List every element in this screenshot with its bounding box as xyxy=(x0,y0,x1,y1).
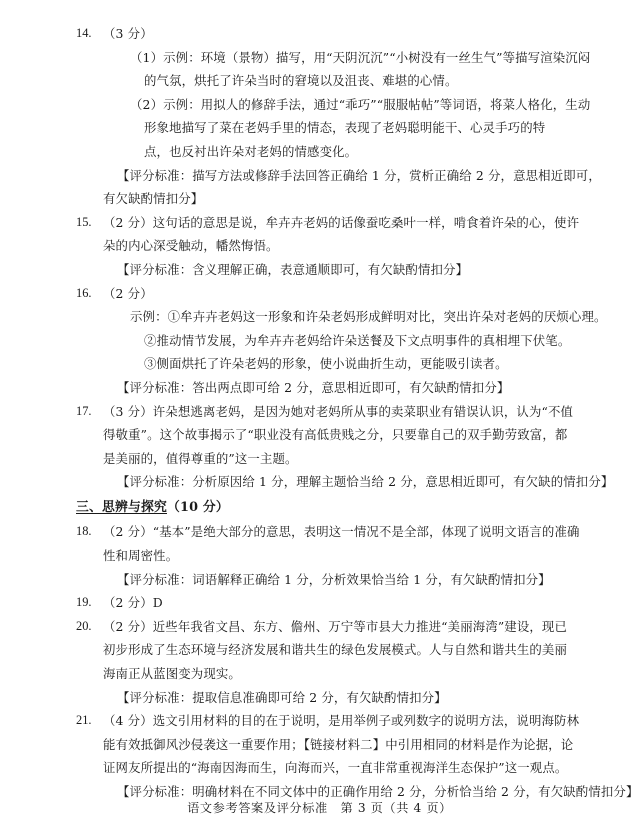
question-line: 海南正从蓝图变为现实。 xyxy=(103,666,241,682)
question-first-line: （2 分）近些年我省文昌、东方、儋州、万宁等市县大力推进“美丽海湾”建设，现已 xyxy=(103,618,568,634)
question-sub-item xyxy=(103,93,591,117)
question-group-reading xyxy=(76,22,614,494)
question-number: 18. xyxy=(76,524,92,539)
question-first-line: （3 分）许朵想逃离老妈，是因为她对老妈所从事的卖菜职业有错误认识，认为“不值 xyxy=(103,403,574,419)
question-block xyxy=(76,400,614,494)
question-number: 19. xyxy=(76,595,92,610)
question-line: 【评分标准：明确材料在不同文体中的正确作用给 2 分，分析恰当给 2 分，有欠缺酌情扣分】 xyxy=(117,784,639,799)
question-line: 点，也反衬出许朵对老妈的情感变化。 xyxy=(144,143,358,159)
section-heading-title: 三、思辨与探究 xyxy=(76,499,167,515)
question-block xyxy=(76,211,580,282)
page-footer: 语文参考答案及评分标准 第 3 页（共 4 页） xyxy=(187,801,452,815)
question-line: ②推动情节发展，为牟卉卉老妈给许朵送餐及下文点明事件的真相埋下伏笔。 xyxy=(144,332,571,348)
sub-item-label: （1）示例： xyxy=(130,49,201,65)
question-first-line: （2 分）这句话的意思是说，牟卉卉老妈的话像蚕吃桑叶一样，啃食着许朵的心，使许 xyxy=(103,214,580,230)
question-line: 【评分标准：含义理解正确，表意通顺即可，有欠缺酌情扣分】 xyxy=(117,261,469,277)
question-line: 有欠缺酌情扣分】 xyxy=(103,191,204,207)
question-first-line: （4 分）选文引用材料的目的在于说明，是用举例子或列数字的说明方法，说明海防林 xyxy=(103,713,580,729)
question-number: 21. xyxy=(76,713,92,728)
sub-item-text: 用拟人的修辞手法，通过“乖巧”“服服帖帖”等词语，将菜人格化，生动 xyxy=(200,96,591,112)
question-first-line: （2 分）D xyxy=(103,595,163,611)
question-first-line: （2 分）“基本”是绝大部分的意思，表明这一情况不是全部，体现了说明文语言的准确 xyxy=(103,524,580,540)
question-first-line: （3 分） xyxy=(103,26,153,41)
question-line: 示例：①牟卉卉老妈这一形象和许朵老妈形成鲜明对比，突出许朵对老妈的厌烦心理。 xyxy=(130,309,607,325)
question-line: 【评分标准：提取信息准确即可给 2 分，有欠缺酌情扣分】 xyxy=(117,689,447,705)
sub-item-label: （2）示例： xyxy=(130,96,201,112)
question-group-inquiry xyxy=(76,520,639,803)
question-block xyxy=(76,282,607,400)
question-line: 【评分标准：答出两点即可给 2 分，意思相近即可，有欠缺酌情扣分】 xyxy=(117,379,510,395)
question-number: 20. xyxy=(76,618,92,633)
question-block xyxy=(76,22,601,211)
question-number: 16. xyxy=(76,285,92,300)
question-line: 朵的内心深受触动，幡然悔悟。 xyxy=(103,238,279,254)
question-line: 【评分标准：描写方法或修辞手法回答正确给 1 分，赏析正确给 2 分，意思相近即可， xyxy=(117,167,601,183)
question-line: 是美丽的，值得尊重的”这一主题。 xyxy=(103,450,298,466)
question-line: 【评分标准：分析原因给 1 分，理解主题恰当给 2 分，意思相近即可，有欠缺的情扣分】 xyxy=(117,474,614,490)
question-line: 的气氛，烘托了许朵当时的窘境以及沮丧、难堪的心情。 xyxy=(144,73,458,89)
question-block xyxy=(76,615,577,709)
question-line: 证网友所提出的“海南因海而生，向海而兴，一直非常重视海洋生态保护”这一观点。 xyxy=(103,760,568,776)
question-number: 17. xyxy=(76,403,92,418)
question-line: ③侧面烘托了许朵老妈的形象，使小说曲折生动，更能吸引读者。 xyxy=(144,356,508,372)
question-line: 能有效抵御风沙侵袭这一重要作用；【链接材料二】中引用相同的材料是作为论据，论 xyxy=(103,736,574,752)
page-body xyxy=(76,22,639,804)
question-block xyxy=(76,709,639,803)
question-sub-item xyxy=(103,46,591,70)
section-heading-score: （10 分） xyxy=(166,499,229,515)
question-line: 性和周密性。 xyxy=(103,548,179,564)
question-line: 初步形成了生态环境与经济发展和谐共生的绿色发展模式。人与自然和谐共生的美丽 xyxy=(103,642,568,658)
question-line: 形象地描写了菜在老妈手里的情态，表现了老妈聪明能干、心灵手巧的特 xyxy=(144,120,546,136)
question-first-line: （2 分） xyxy=(103,285,153,301)
question-block xyxy=(76,591,577,615)
question-line: 【评分标准：词语解释正确给 1 分，分析效果恰当给 1 分，有欠缺酌情扣分】 xyxy=(117,571,551,587)
question-number: 15. xyxy=(76,214,92,229)
sub-item-text: 环境（景物）描写，用“天阴沉沉”“小树没有一丝生气”等描写渲染沉闷 xyxy=(200,49,591,65)
section-heading xyxy=(76,496,577,520)
question-block xyxy=(76,520,580,591)
question-line: 得敬重”。这个故事揭示了“职业没有高低贵贱之分，只要靠自己的双手勤劳致富，都 xyxy=(103,427,568,443)
question-number: 14. xyxy=(76,26,92,40)
